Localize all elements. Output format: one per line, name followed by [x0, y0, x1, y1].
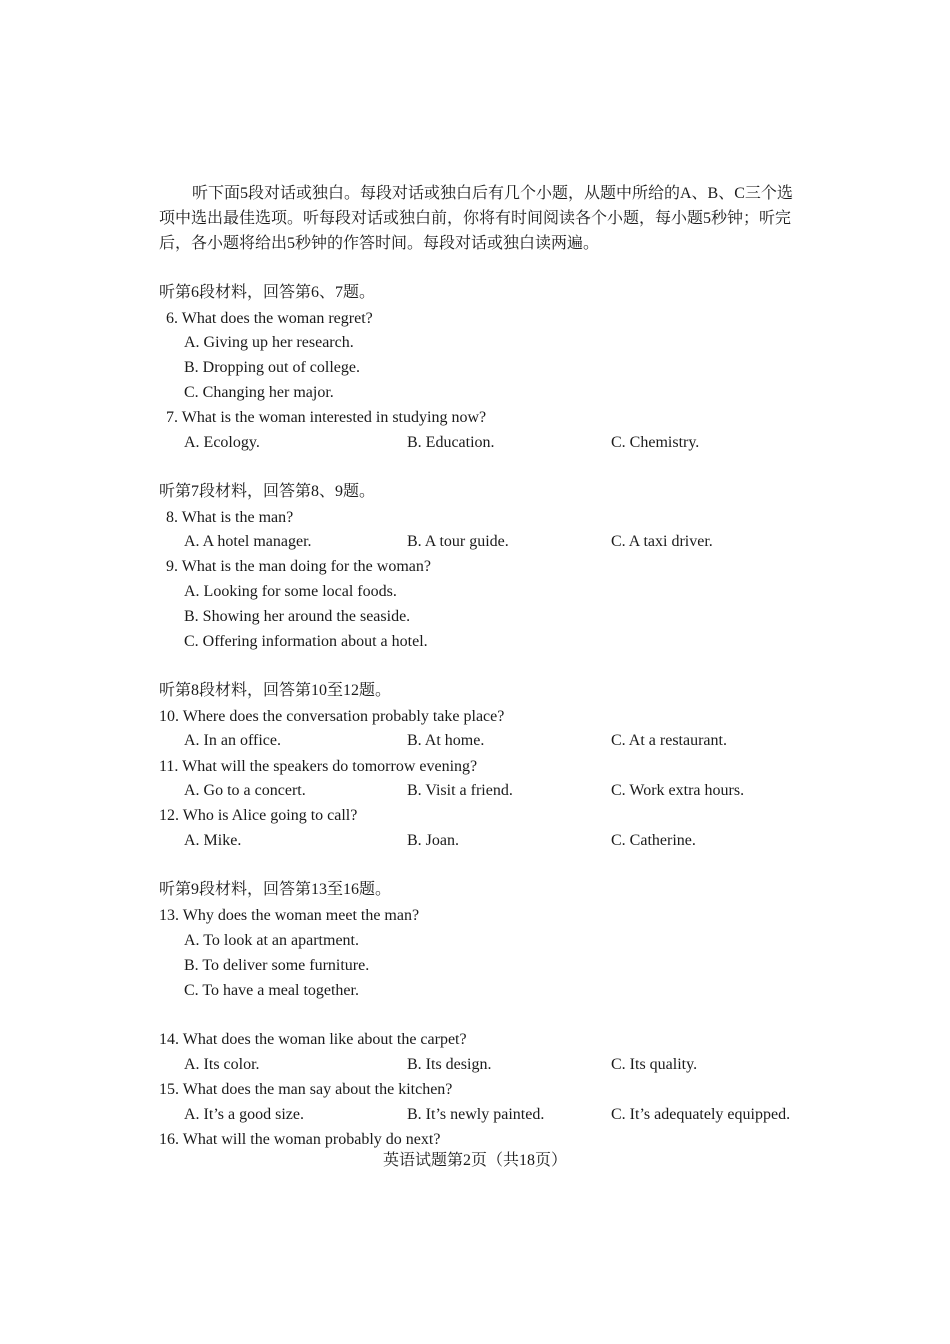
option-a: A. To look at an apartment.	[184, 932, 359, 949]
option-b: B. It’s newly painted.	[407, 1106, 545, 1123]
option-c: C. Chemistry.	[611, 434, 700, 451]
option-b: B. Education.	[407, 434, 495, 451]
option-c: C. To have a meal together.	[184, 982, 359, 999]
option-a: A. Looking for some local foods.	[184, 583, 397, 600]
question-stem: 12. Who is Alice going to call?	[159, 807, 358, 824]
option-b: B. A tour guide.	[407, 533, 509, 550]
option-a: A. Mike.	[184, 832, 242, 849]
option-a: A. It’s a good size.	[184, 1106, 304, 1123]
option-a: A. A hotel manager.	[184, 533, 312, 550]
option-b: B. Joan.	[407, 832, 459, 849]
option-b: B. Showing her around the seaside.	[184, 608, 411, 625]
option-c: C. Catherine.	[611, 832, 696, 849]
section-heading: 听第7段材料，回答第8、9题。	[159, 483, 376, 500]
option-c: C. At a restaurant.	[611, 732, 727, 749]
option-b: B. Visit a friend.	[407, 782, 513, 799]
option-c: C. Work extra hours.	[611, 782, 745, 799]
option-b: B. Dropping out of college.	[184, 359, 360, 376]
option-a: A. Its color.	[184, 1056, 260, 1073]
option-c: C. It’s adequately equipped.	[611, 1106, 791, 1123]
question-stem: 16. What will the woman probably do next?	[159, 1131, 441, 1148]
question-stem: 9. What is the man doing for the woman?	[166, 558, 431, 575]
option-c: C. A taxi driver.	[611, 533, 713, 550]
option-a: A. Giving up her research.	[184, 334, 354, 351]
option-a: A. Go to a concert.	[184, 782, 306, 799]
section-heading: 听第6段材料，回答第6、7题。	[159, 284, 376, 301]
option-a: A. Ecology.	[184, 434, 260, 451]
question-stem: 11. What will the speakers do tomorrow evening?	[159, 758, 478, 775]
question-stem: 6. What does the woman regret?	[166, 310, 373, 327]
option-b: B. Its design.	[407, 1056, 492, 1073]
option-b: B. To deliver some furniture.	[184, 957, 370, 974]
question-stem: 7. What is the woman interested in studying now?	[166, 409, 487, 426]
question-stem: 15. What does the man say about the kitchen?	[159, 1081, 453, 1098]
instructions-paragraph: 听下面5段对话或独白。每段对话或独白后有几个小题，从题中所给的A、B、C三个选项中选出最佳选项。听每段对话或独白前，你将有时间阅读各个小题，每小题5秒钟；听完后，各小题将给出5秒钟的作答时间。每段对话或独白读两遍。	[159, 185, 793, 252]
question-stem: 13. Why does the woman meet the man?	[159, 907, 420, 924]
option-c: C. Its quality.	[611, 1056, 698, 1073]
option-c: C. Offering information about a hotel.	[184, 633, 428, 650]
question-stem: 14. What does the woman like about the carpet?	[159, 1031, 467, 1048]
option-b: B. At home.	[407, 732, 485, 749]
page-footer: 英语试题第2页（共18页）	[382, 1152, 567, 1169]
option-a: A. In an office.	[184, 732, 281, 749]
section-heading: 听第8段材料，回答第10至12题。	[159, 682, 392, 699]
section-heading: 听第9段材料，回答第13至16题。	[159, 881, 392, 898]
question-stem: 10. Where does the conversation probably take place?	[159, 708, 505, 725]
question-stem: 8. What is the man?	[166, 509, 294, 526]
option-c: C. Changing her major.	[184, 384, 334, 401]
